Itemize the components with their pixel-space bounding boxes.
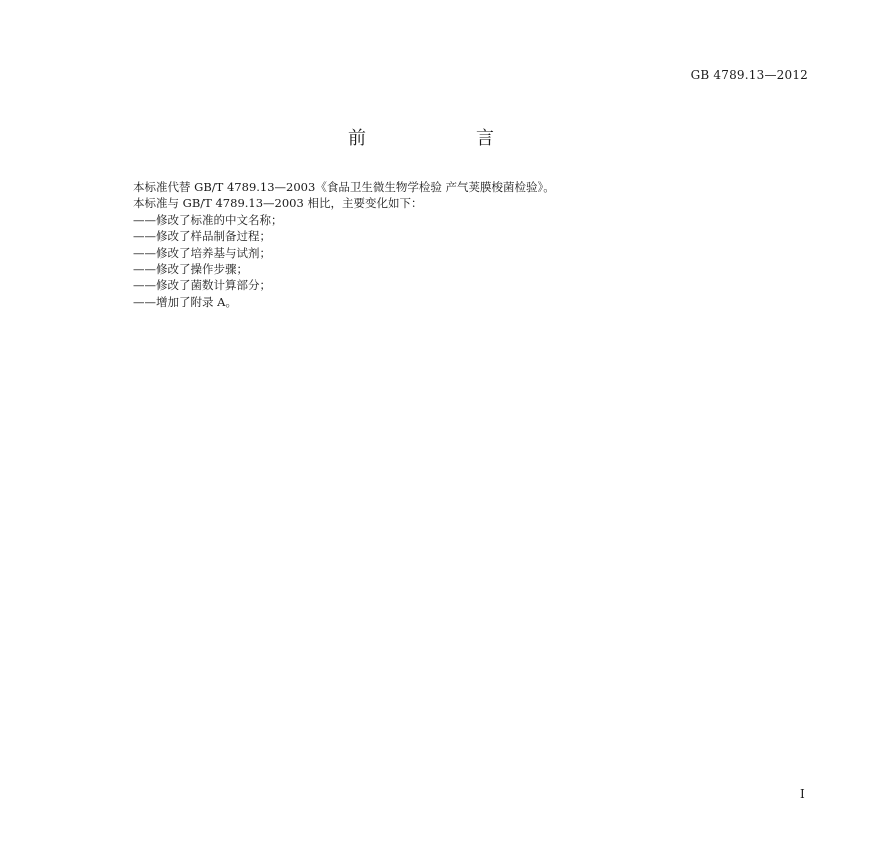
list-item: ——修改了菌数计算部分； bbox=[133, 278, 271, 293]
changes-list bbox=[133, 212, 733, 310]
page-title: 前 言 bbox=[348, 128, 540, 149]
foreword-body bbox=[133, 179, 733, 310]
list-item: ——修改了操作步骤； bbox=[133, 262, 248, 277]
paragraph-changes-intro: 本标准与 GB/T 4789.13—2003 相比，主要变化如下： bbox=[133, 196, 423, 211]
paragraph-replacement: 本标准代替 GB/T 4789.13—2003《食品卫生微生物学检验 产气荚膜梭菌检验》。 bbox=[133, 180, 555, 194]
list-item: ——修改了培养基与试剂； bbox=[133, 245, 271, 260]
document-code: GB 4789.13—2012 bbox=[690, 68, 808, 82]
page-number: I bbox=[800, 787, 805, 801]
list-item: ——修改了样品制备过程； bbox=[133, 229, 271, 244]
list-item: ——修改了标准的中文名称； bbox=[133, 212, 283, 227]
list-item: ——增加了附录 A。 bbox=[133, 294, 237, 309]
